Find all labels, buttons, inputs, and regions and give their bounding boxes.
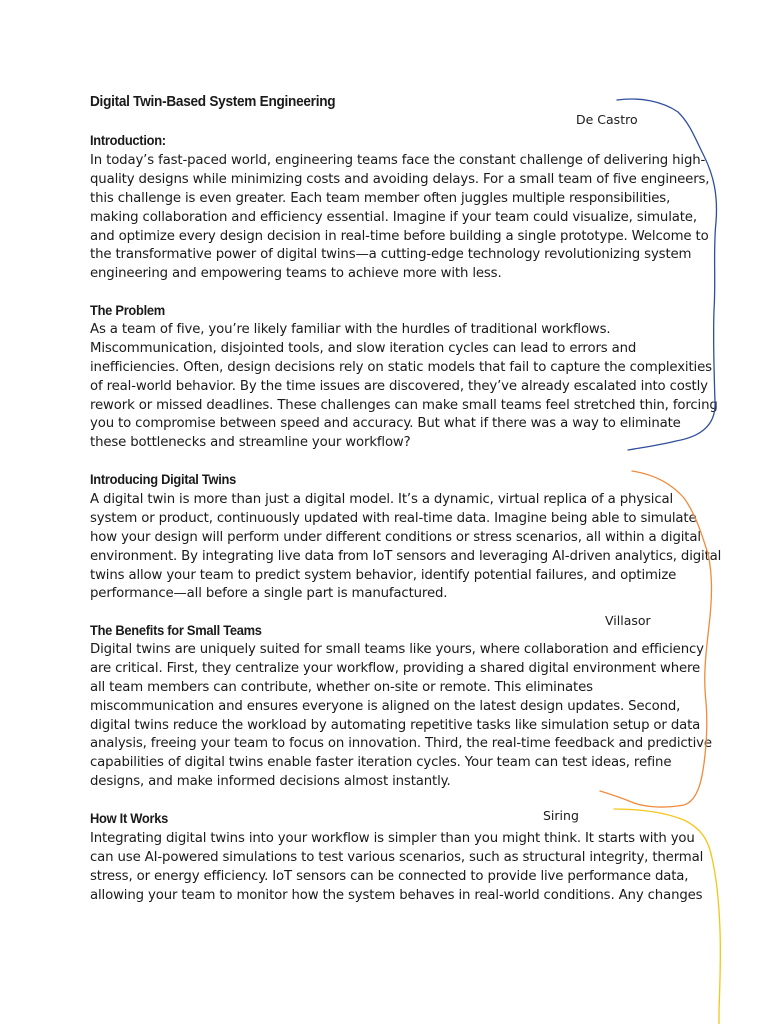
paragraph-line: analysis, freeing your team to focus on innovation. Third, the real-time feedback and predictive <box>90 736 712 752</box>
paragraph-line: stress, or energy efficiency. IoT sensors can be connected to provide live performance data, <box>90 868 689 884</box>
author-label-siring: Siring <box>543 808 579 823</box>
paragraph-line: allowing your team to monitor how the system behaves in real-world conditions. Any changes <box>90 887 703 903</box>
paragraph-line: engineering and empowering teams to achieve more with less. <box>90 266 502 282</box>
paragraph-line: Digital twins are uniquely suited for small teams like yours, where collaboration and efficiency <box>90 642 704 657</box>
author-label-de-castro: De Castro <box>576 112 638 127</box>
paragraph-line: rework or missed deadlines. These challenges can make small teams feel stretched thin, forcing <box>90 397 718 413</box>
paragraph-line: twins allow your team to predict system behavior, identify potential failures, and optimize <box>90 567 677 583</box>
paragraph-line: miscommunication and ensures everyone is aligned on the latest design updates. Second, <box>90 698 681 714</box>
paragraph-line: all team members can contribute, whether on-site or remote. This eliminates <box>90 679 593 695</box>
paragraph-line: the transformative power of digital twins—a cutting-edge technology revolutionizing system <box>90 247 692 263</box>
document-title: Digital Twin-Based System Engineering <box>90 94 336 110</box>
paragraph-line: are critical. First, they centralize your workflow, providing a shared digital environment where <box>90 660 701 676</box>
paragraph-line: performance—all before a single part is manufactured. <box>90 586 448 602</box>
paragraph-line: you to compromise between speed and accuracy. But what if there was a way to eliminate <box>90 416 681 432</box>
section-heading-benefits: The Benefits for Small Teams <box>90 622 262 638</box>
paragraph-line: these bottlenecks and streamline your workflow? <box>90 435 411 451</box>
paragraph-line: how your design will perform under different conditions or stress scenarios, all within a digital <box>90 529 701 545</box>
section-heading-how-it-works: How It Works <box>90 810 169 826</box>
section-heading-problem: The Problem <box>90 302 165 318</box>
section-body-how-it-works <box>90 830 704 906</box>
section-heading-introduction: Introduction: <box>90 132 166 148</box>
section-body-introduction <box>90 152 710 284</box>
paragraph-line: As a team of five, you’re likely familiar with the hurdles of traditional workflows. <box>90 322 611 337</box>
paragraph-line: Integrating digital twins into your workflow is simpler than you might think. It starts with you <box>90 831 695 846</box>
section-heading-introducing-digital-twins: Introducing Digital Twins <box>90 471 236 487</box>
paragraph-line: designs, and make informed decisions almost instantly. <box>90 774 451 790</box>
section-body-introducing-digital-twins <box>90 491 722 604</box>
paragraph-line: can use AI-powered simulations to test various scenarios, such as structural integrity, thermal <box>90 849 704 865</box>
paragraph-line: Miscommunication, disjointed tools, and slow iteration cycles can lead to errors and <box>90 340 637 356</box>
paragraph-line: capabilities of digital twins enable faster iteration cycles. Your team can test ideas, refine <box>90 755 672 771</box>
paragraph-line: making collaboration and efficiency essential. Imagine if your team could visualize, simulate, <box>90 209 697 225</box>
section-body-problem <box>90 321 718 453</box>
section-body-benefits <box>90 641 712 792</box>
paragraph-line: digital twins reduce the workload by automating repetitive tasks like simulation setup or data <box>90 717 701 733</box>
author-label-villasor: Villasor <box>605 613 651 628</box>
paragraph-line: In today’s fast-paced world, engineering teams face the constant challenge of delivering high- <box>90 153 706 168</box>
paragraph-line: and optimize every design decision in real-time before building a single prototype. Welcome to <box>90 228 709 244</box>
paragraph-line: A digital twin is more than just a digital model. It’s a dynamic, virtual replica of a physical <box>90 492 674 507</box>
paragraph-line: this challenge is even greater. Each team member often juggles multiple responsibilities, <box>90 190 671 206</box>
paragraph-line: of real-world behavior. By the time issues are discovered, they’ve already escalated into costly <box>90 378 708 394</box>
paragraph-line: environment. By integrating live data from IoT sensors and leveraging AI-driven analytics, digital <box>90 548 722 564</box>
paragraph-line: system or product, continuously updated with real-time data. Imagine being able to simulate <box>90 510 697 526</box>
paragraph-line: quality designs while minimizing costs and avoiding delays. For a small team of five engineers, <box>90 171 710 187</box>
paragraph-line: inefficiencies. Often, design decisions rely on static models that fail to capture the complexities <box>90 359 712 375</box>
